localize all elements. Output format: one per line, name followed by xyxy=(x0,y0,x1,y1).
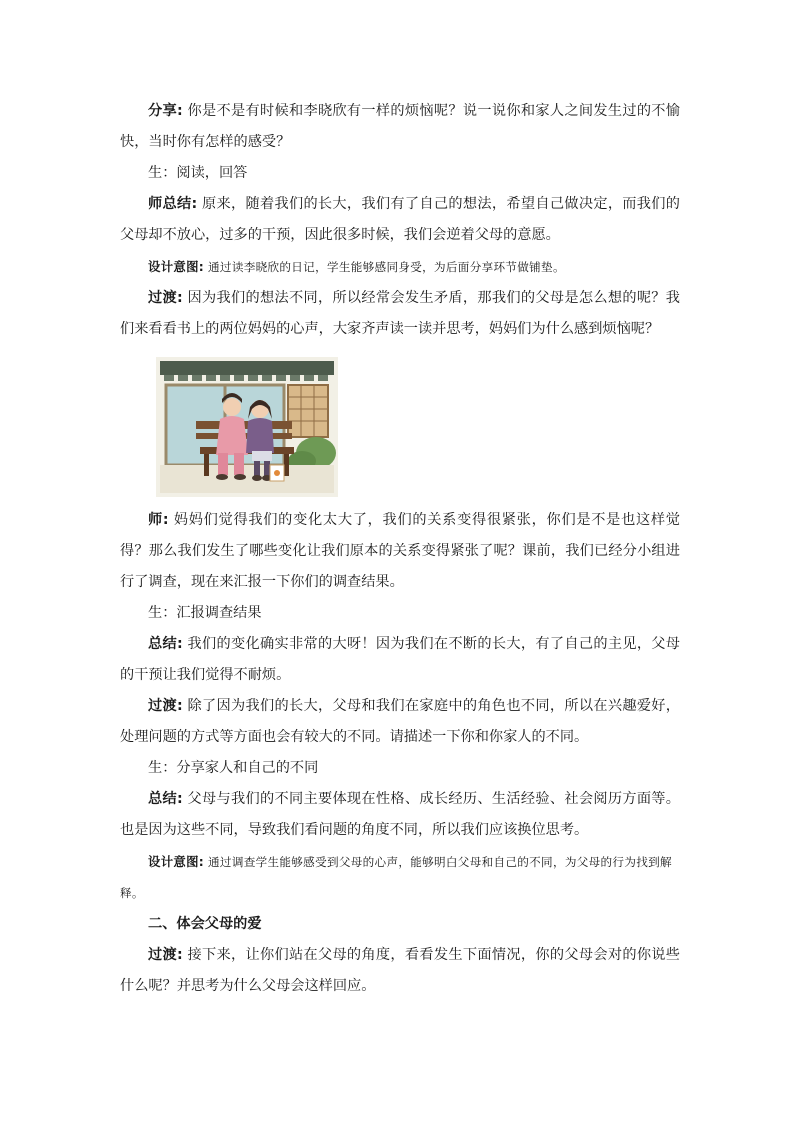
section-heading-2 xyxy=(120,909,680,940)
summary-3-text: 父母与我们的不同主要体现在性格、成长经历、生活经验、社会阅历方面等。也是因为这些不同，导致我们看问题的角度不同，所以我们应该换位思考。 xyxy=(120,791,680,838)
summary-2-label: 总结: xyxy=(148,636,183,652)
two-mothers-on-bench-illustration xyxy=(156,357,338,497)
transition-3 xyxy=(120,940,680,1002)
document-page xyxy=(120,96,680,1002)
design-intent-2-label: 设计意图: xyxy=(148,854,205,869)
design-intent-2 xyxy=(120,846,680,909)
student-answer-3 xyxy=(120,753,680,784)
design-intent-2-text: 通过调查学生能够感受到父母的心声，能够明白父母和自己的不同，为父母的行为找到解释。 xyxy=(120,855,672,900)
student-answer-1 xyxy=(120,158,680,189)
teacher-summary-1-text: 原来，随着我们的长大，我们有了自己的想法，希望自己做决定，而我们的父母却不放心，过多的干预，因此很多时候，我们会逆着父母的意愿。 xyxy=(120,196,680,243)
teacher-2-text: 妈妈们觉得我们的变化太大了，我们的关系变得很紧张，你们是不是也这样觉得？那么我们发生了哪些变化让我们原本的关系变得紧张了呢？课前，我们已经分小组进行了调查，现在来汇报一下你们的调查结果。 xyxy=(120,512,680,590)
transition-1 xyxy=(120,283,680,345)
transition-2 xyxy=(120,691,680,753)
student-answer-3-text: 生：分享家人和自己的不同 xyxy=(148,760,319,776)
share-paragraph xyxy=(120,96,680,158)
teacher-paragraph-2 xyxy=(120,505,680,598)
student-answer-2-text: 生：汇报调查结果 xyxy=(148,605,262,621)
design-intent-1-text: 通过读李晓欣的日记，学生能够感同身受，为后面分享环节做铺垫。 xyxy=(208,260,565,274)
transition-3-label: 过渡: xyxy=(148,947,183,963)
teacher-summary-1-label: 师总结: xyxy=(148,196,198,212)
summary-3-label: 总结: xyxy=(148,791,183,807)
design-intent-1 xyxy=(120,251,680,283)
section-heading-2-text: 二、体会父母的爱 xyxy=(148,916,262,932)
share-label: 分享: xyxy=(148,103,183,119)
design-intent-1-label: 设计意图: xyxy=(148,259,205,274)
share-text: 你是不是有时候和李晓欣有一样的烦恼呢？说一说你和家人之间发生过的不愉快，当时你有怎样的感受？ xyxy=(120,103,680,150)
transition-1-label: 过渡: xyxy=(148,290,183,306)
teacher-2-label: 师: xyxy=(148,512,169,528)
transition-3-text: 接下来，让你们站在父母的角度，看看发生下面情况，你的父母会对的你说些什么呢？并思考为什么父母会这样回应。 xyxy=(120,947,680,994)
teacher-summary-1 xyxy=(120,189,680,251)
transition-1-text: 因为我们的想法不同，所以经常会发生矛盾，那我们的父母是怎么想的呢？我们来看看书上的两位妈妈的心声，大家齐声读一读并思考，妈妈们为什么感到烦恼呢？ xyxy=(120,290,680,337)
student-answer-1-text: 生：阅读，回答 xyxy=(148,165,248,181)
transition-2-label: 过渡: xyxy=(148,698,183,714)
summary-2-text: 我们的变化确实非常的大呀！因为我们在不断的长大，有了自己的主见，父母的干预让我们觉得不耐烦。 xyxy=(120,636,680,683)
student-answer-2 xyxy=(120,598,680,629)
summary-3 xyxy=(120,784,680,846)
transition-2-text: 除了因为我们的长大，父母和我们在家庭中的角色也不同，所以在兴趣爱好，处理问题的方式等方面也会有较大的不同。请描述一下你和你家人的不同。 xyxy=(120,698,680,745)
summary-2 xyxy=(120,629,680,691)
